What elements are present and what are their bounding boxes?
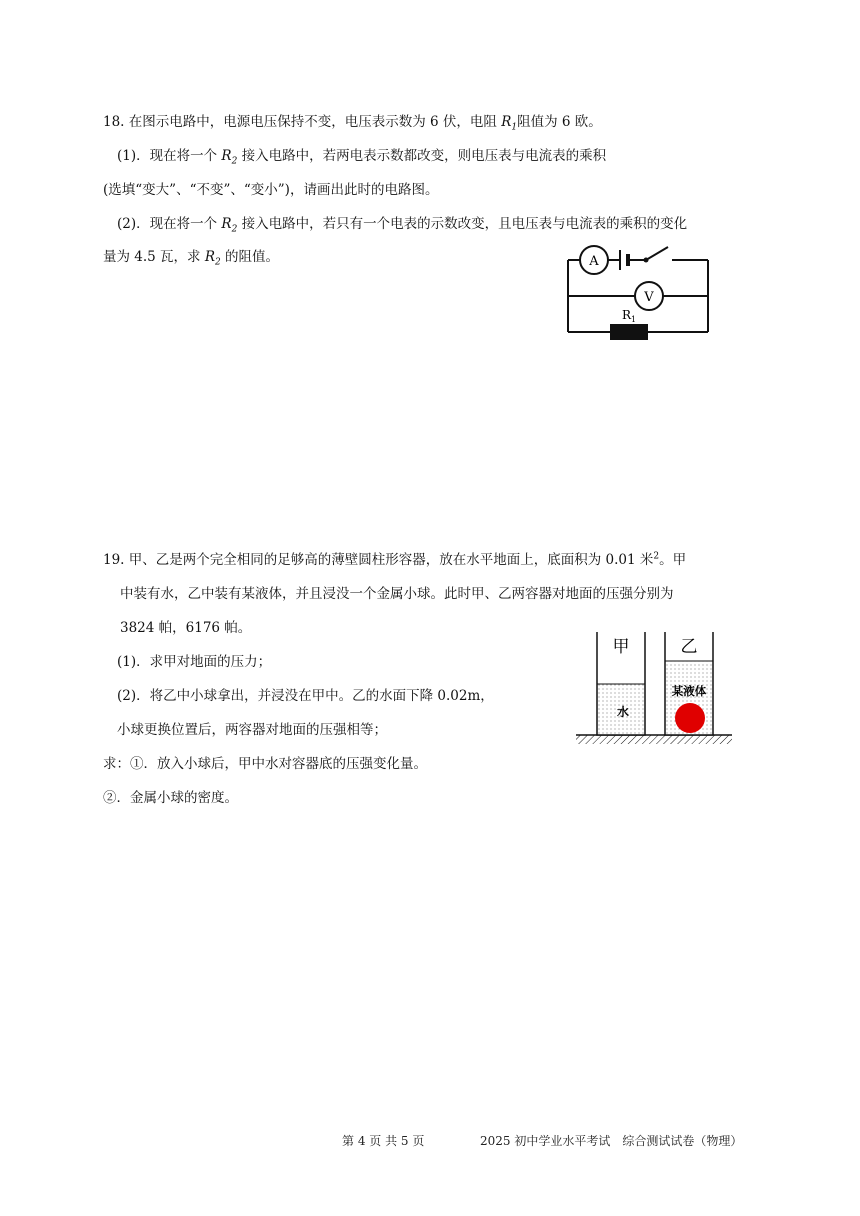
q18-p2-line2-text: 量为 4.5 瓦，求 — [103, 249, 205, 265]
r2-symbol: $R_2$ — [221, 148, 238, 167]
q18-part2-line2 — [103, 248, 279, 266]
q18-intro — [103, 113, 602, 131]
label-jia: 甲 — [612, 637, 630, 657]
voltmeter-label: V — [644, 290, 654, 305]
q19-line1 — [103, 551, 686, 569]
r2-symbol: $R_2$ — [204, 249, 221, 268]
ammeter-label: A — [589, 254, 599, 269]
ground-hatch — [576, 735, 732, 744]
q19-line1-text: 19. 甲、乙是两个完全相同的足够高的薄壁圆柱形容器，放在水平地面上，底面积为 0.01 米 — [103, 552, 654, 568]
q18-part1 — [117, 147, 606, 165]
q18-p1-text: 接入电路中，若两电表示数都改变，则电压表与电流表的乘积 — [237, 148, 607, 164]
q18-part1-line2: (选填“变大”、“不变”、“变小”)，请画出此时的电路图。 — [103, 182, 439, 198]
switch — [646, 247, 668, 260]
q19-part1: (1)．求甲对地面的压力； — [117, 654, 272, 670]
q18-intro-text: 18. 在图示电路中，电源电压保持不变，电压表示数为 6 伏，电阻 — [103, 114, 502, 130]
page-number: 第 4 页 共 5 页 — [342, 1134, 425, 1148]
q18-p2-text: 接入电路中，若只有一个电表的示数改变，且电压表与电流表的乘积的变化 — [237, 216, 688, 232]
q18-p1-label: (1)．现在将一个 — [117, 148, 222, 164]
label-liquid: 某液体 — [671, 684, 707, 698]
superscript-2: 2 — [653, 551, 660, 562]
switch-pivot — [644, 258, 649, 263]
q19-part2: (2)．将乙中小球拿出，并浸没在甲中。乙的水面下降 0.02m， — [117, 688, 494, 704]
q19-line1-end: 。甲 — [659, 552, 687, 568]
label-water: 水 — [616, 705, 630, 719]
q18-intro-end: 阻值为 6 欧。 — [517, 114, 602, 130]
circuit-diagram — [560, 240, 720, 346]
q19-part2-line2: 小球更换位置后，两容器对地面的压强相等； — [117, 722, 387, 738]
resistor-label: $R_1$ — [622, 308, 637, 324]
resistor-r1 — [610, 324, 648, 340]
exam-title: 2025 初中学业水平考试 综合测试试卷（物理） — [480, 1134, 743, 1148]
label-yi: 乙 — [680, 637, 698, 657]
q18-part2 — [117, 215, 687, 233]
r2-symbol: $R_2$ — [221, 216, 238, 235]
metal-ball — [675, 703, 705, 733]
q19-line3: 3824 帕，6176 帕。 — [120, 620, 252, 636]
q19-ask-1: 求：①．放入小球后，甲中水对容器底的压强变化量。 — [103, 756, 427, 772]
r1-symbol: $R_1$ — [501, 114, 518, 133]
q19-ask-2: ②．金属小球的密度。 — [103, 790, 238, 806]
q19-line2: 中装有水，乙中装有某液体，并且浸没一个金属小球。此时甲、乙两容器对地面的压强分别为 — [120, 586, 674, 602]
containers-figure — [574, 628, 734, 750]
q18-p2-label: (2)．现在将一个 — [117, 216, 222, 232]
q18-p2-line2-end: 的阻值。 — [220, 249, 280, 265]
